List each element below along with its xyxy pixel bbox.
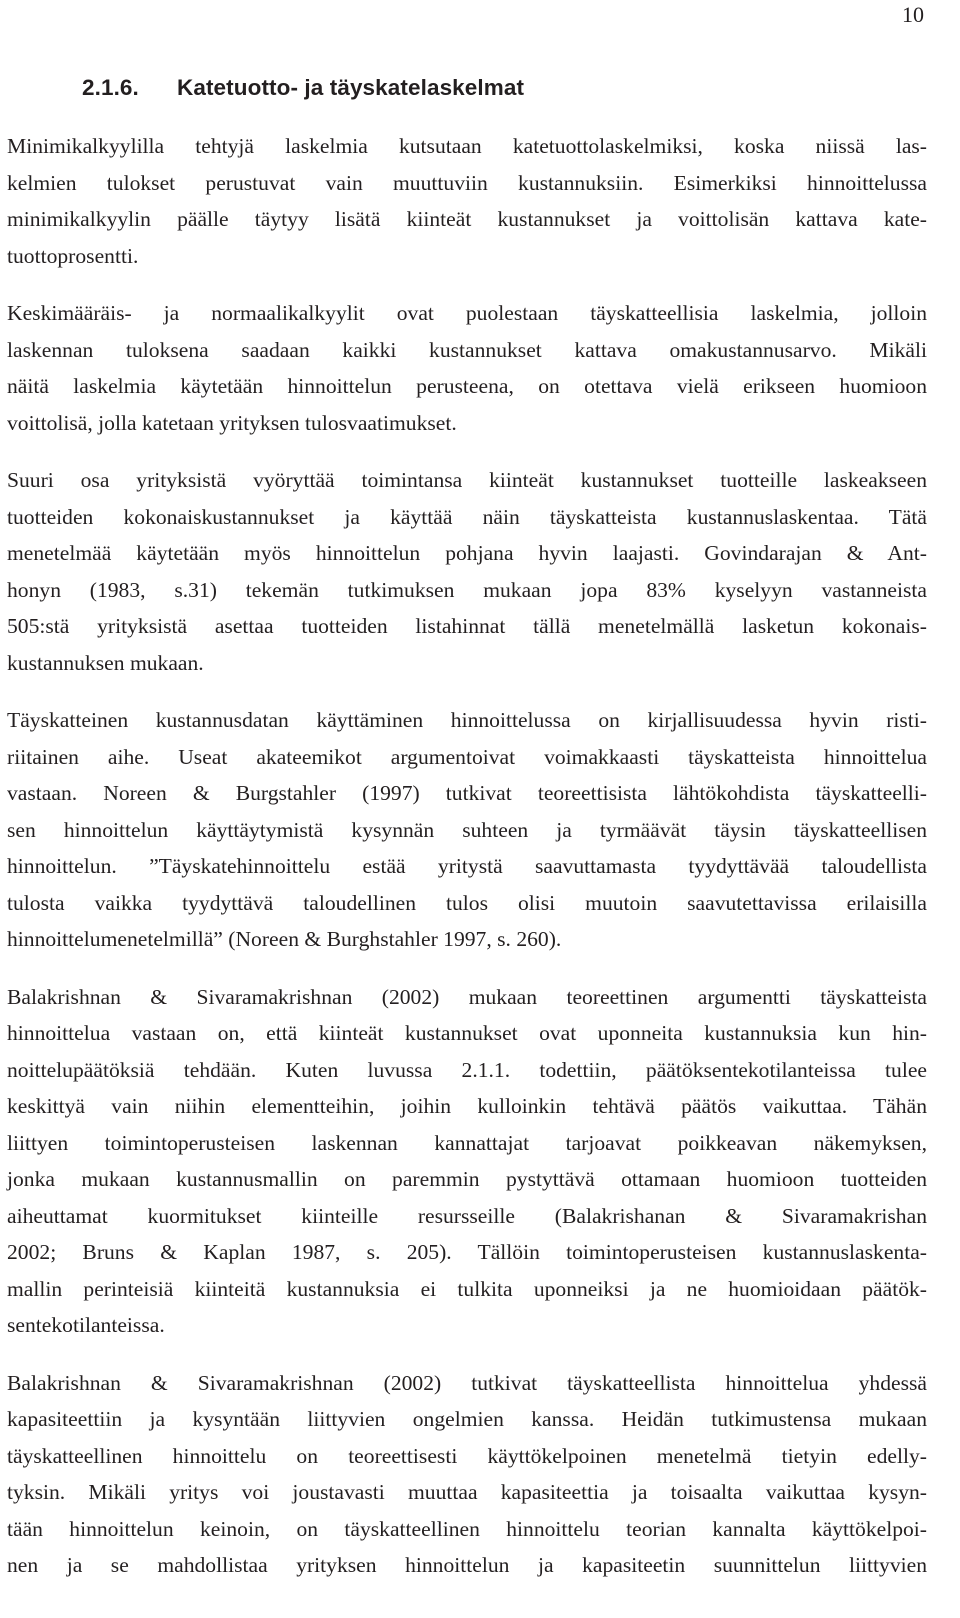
text-line: laskennan tuloksena saadaan kaikki kustannukset kattava omakustannusarvo. Mikäli [7, 337, 927, 362]
section-heading [82, 75, 524, 101]
text-line: hinnoittelumenetelmillä” (Noreen & Burghstahler 1997, s. 260). [7, 927, 562, 951]
section-number: 2.1.6. [82, 75, 139, 100]
text-line: liittyen toimintoperusteisen laskennan kannattajat tarjoavat poikkeavan näkemyksen, [7, 1130, 927, 1155]
text-line: tuotteiden kokonaiskustannukset ja käyttää näin täyskatteista kustannuslaskentaa. Tätä [7, 504, 927, 529]
text-line: vastaan. Noreen & Burgstahler (1997) tutkivat teoreettisista lähtökohdista täyskatteelli- [7, 781, 927, 805]
text-line: nen ja se mahdollistaa yrityksen hinnoittelun ja kapasiteetin suunnittelun liittyvien [7, 1553, 927, 1577]
text-line: tyksin. Mikäli yritys voi joustavasti muuttaa kapasiteettia ja toisaalta vaikuttaa kysyn- [7, 1480, 927, 1504]
text-line: Suuri osa yrityksistä vyöryttää toimintansa kiinteät kustannukset tuotteille laskeakseen [7, 468, 927, 492]
text-line: kelmien tulokset perustuvat vain muuttuviin kustannuksiin. Esimerkiksi hinnoittelussa [7, 170, 927, 195]
paragraph-3 [7, 462, 927, 681]
text-line: riitainen aihe. Useat akateemikot argumentoivat voimakkaasti täyskatteista hinnoittelua [7, 744, 927, 769]
text-line: tulosta vaikka tyydyttävä taloudellinen tulos olisi muutoin saavutettavissa erilaisilla [7, 890, 927, 915]
page-number: 10 [902, 2, 924, 27]
text-line: Balakrishnan & Sivaramakrishnan (2002) tutkivat täyskatteellista hinnoittelua yhdessä [7, 1370, 927, 1395]
text-line: sentekotilanteissa. [7, 1313, 165, 1337]
text-line: aiheuttamat kuormitukset kiinteille resursseille (Balakrishanan & Sivaramakrishan [7, 1203, 927, 1228]
text-line: Täyskatteinen kustannusdatan käyttäminen hinnoittelussa on kirjallisuudessa hyvin risti- [7, 708, 927, 732]
paragraph-1 [7, 128, 927, 274]
text-line: tuottoprosentti. [7, 243, 139, 268]
text-line: honyn (1983, s.31) tekemän tutkimuksen mukaan jopa 83% kyselyyn vastanneista [7, 577, 927, 602]
section-title: Katetuotto- ja täyskatelaskelmat [177, 75, 525, 100]
paragraph-4 [7, 702, 927, 958]
paragraph-6 [7, 1365, 927, 1584]
text-line: sen hinnoittelun käyttäytymistä kysynnän suhteen ja tyrmäävät täysin täyskatteellisen [7, 817, 927, 842]
text-line: Keskimääräis- ja normaalikalkyylit ovat puolestaan täyskatteellisia laskelmia, jolloin [7, 301, 927, 325]
text-line: hinnoittelua vastaan on, että kiinteät kustannukset ovat uponneita kustannuksia kun hin- [7, 1021, 927, 1045]
paragraph-2 [7, 295, 927, 441]
text-line: näitä laskelmia käytetään hinnoittelun perusteena, on otettava vielä erikseen huomioon [7, 374, 927, 398]
text-line: kapasiteettiin ja kysyntään liittyvien ongelmien kanssa. Heidän tutkimustensa mukaan [7, 1407, 927, 1431]
text-line: 505:stä yrityksistä asettaa tuotteiden listahinnat tällä menetelmällä lasketun kokonais- [7, 614, 927, 638]
text-line: Minimikalkyylilla tehtyjä laskelmia kutsutaan katetuottolaskelmiksi, koska niissä las- [7, 134, 927, 158]
text-line: minimikalkyylin päälle täytyy lisätä kiinteät kustannukset ja voittolisän kattava kate- [7, 207, 927, 231]
text-line: 2002; Bruns & Kaplan 1987, s. 205). Tällöin toimintoperusteisen kustannuslaskenta- [7, 1240, 927, 1264]
body-text [7, 128, 927, 1605]
text-line: kustannuksen mukaan. [7, 650, 204, 675]
text-line: Balakrishnan & Sivaramakrishnan (2002) mukaan teoreettinen argumentti täyskatteista [7, 984, 927, 1009]
text-line: menetelmää käytetään myös hinnoittelun pohjana hyvin laajasti. Govindarajan & Ant- [7, 541, 927, 565]
text-line: hinnoittelun. ”Täyskatehinnoittelu estää yritystä saavuttamasta tyydyttävää taloudellista [7, 854, 927, 878]
text-line: mallin perinteisiä kiinteitä kustannuksia ei tulkita uponneiksi ja ne huomioidaan päätök- [7, 1276, 927, 1301]
text-line: tään hinnoittelun keinoin, on täyskatteellinen hinnoittelu teorian kannalta käyttökelpoi- [7, 1516, 927, 1541]
text-line: keskittyä vain niihin elementteihin, joihin kulloinkin tehtävä päätös vaikuttaa. Tähän [7, 1094, 927, 1118]
text-line: täyskatteellinen hinnoittelu on teoreettisesti käyttökelpoinen menetelmä tietyin edelly- [7, 1443, 927, 1468]
text-line: jonka mukaan kustannusmallin on paremmin pystyttävä ottamaan huomioon tuotteiden [7, 1167, 927, 1191]
text-line: voittolisä, jolla katetaan yrityksen tulosvaatimukset. [7, 410, 457, 435]
text-line: noittelupäätöksiä tehdään. Kuten luvussa 2.1.1. todettiin, päätöksentekotilanteissa tulee [7, 1057, 927, 1082]
paragraph-5 [7, 979, 927, 1344]
